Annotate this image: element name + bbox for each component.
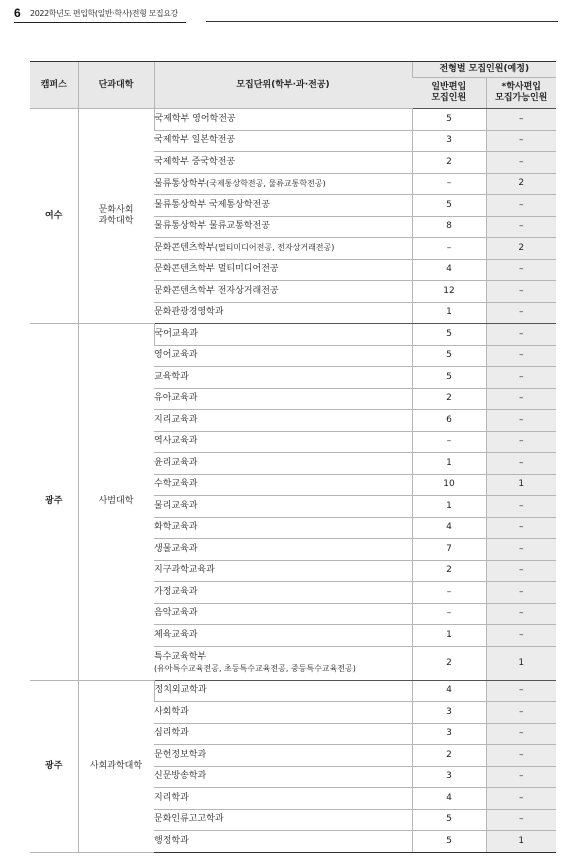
page-number: 6 xyxy=(14,6,21,20)
bachelor-quota-cell: – xyxy=(486,431,556,453)
campus-cell: 광주 xyxy=(30,324,78,681)
unit-name: 국어교육과 xyxy=(154,328,198,339)
general-quota-cell: 1 xyxy=(412,453,486,475)
general-quota-cell: 1 xyxy=(412,496,486,518)
bachelor-quota-cell: – xyxy=(486,410,556,432)
header-general-line1: 일반편입 xyxy=(431,82,467,92)
general-quota-cell: – xyxy=(412,238,486,260)
unit-cell xyxy=(154,809,412,831)
unit-cell xyxy=(154,152,412,174)
unit-cell xyxy=(154,388,412,410)
general-quota-cell: 3 xyxy=(412,766,486,788)
unit-cell xyxy=(154,625,412,647)
unit-cell xyxy=(154,560,412,582)
unit-name: 국제학부 일본학전공 xyxy=(154,135,236,146)
unit-name: 영어교육과 xyxy=(154,350,198,361)
bachelor-quota-cell: – xyxy=(486,195,556,217)
general-quota-cell: 4 xyxy=(412,259,486,281)
unit-cell xyxy=(154,281,412,303)
unit-cell xyxy=(154,496,412,518)
bachelor-quota-cell: – xyxy=(486,766,556,788)
general-quota-cell: 1 xyxy=(412,625,486,647)
table-row xyxy=(30,324,556,346)
unit-name: 문화콘텐츠학부 xyxy=(154,243,215,254)
unit-name: 정치외교학과 xyxy=(154,685,207,696)
unit-cell xyxy=(154,302,412,324)
unit-cell xyxy=(154,474,412,496)
bachelor-quota-cell: – xyxy=(486,809,556,831)
unit-cell xyxy=(154,216,412,238)
unit-cell xyxy=(154,745,412,767)
unit-majors: (국제통상학전공, 물류교통학전공) xyxy=(206,178,326,188)
bachelor-quota-cell: – xyxy=(486,702,556,724)
bachelor-quota-cell: – xyxy=(486,680,556,702)
unit-cell xyxy=(154,766,412,788)
bachelor-quota-cell: – xyxy=(486,788,556,810)
general-quota-cell: 5 xyxy=(412,809,486,831)
bachelor-quota-cell: – xyxy=(486,723,556,745)
bachelor-quota-cell: – xyxy=(486,367,556,389)
college-name-line1: 사범대학 xyxy=(98,496,134,507)
header-rule-left xyxy=(14,22,186,23)
unit-cell xyxy=(154,788,412,810)
unit-cell xyxy=(154,259,412,281)
unit-cell xyxy=(154,367,412,389)
bachelor-quota-cell: – xyxy=(486,281,556,303)
unit-cell xyxy=(154,324,412,346)
unit-cell xyxy=(154,582,412,604)
general-quota-cell: 2 xyxy=(412,560,486,582)
unit-majors: (유아특수교육전공, 초등특수교육전공, 중등특수교육전공) xyxy=(154,664,356,673)
unit-name: 문화콘텐츠학부 전자상거래전공 xyxy=(154,285,279,296)
college-cell xyxy=(78,109,154,324)
general-quota-cell: 12 xyxy=(412,281,486,303)
unit-name: 물류통상학부 물류교통학전공 xyxy=(154,221,270,232)
unit-cell xyxy=(154,539,412,561)
header-quota-group: 전형별 모집인원(예정) xyxy=(412,62,556,78)
recruitment-table xyxy=(30,61,556,853)
bachelor-quota-cell: 1 xyxy=(486,474,556,496)
unit-name: 지구과학교육과 xyxy=(154,565,215,576)
unit-name: 수학교육과 xyxy=(154,479,198,490)
unit-cell xyxy=(154,130,412,152)
general-quota-cell: – xyxy=(412,173,486,195)
bachelor-quota-cell: – xyxy=(486,745,556,767)
general-quota-cell: 2 xyxy=(412,388,486,410)
college-name-line1: 사회과학대학 xyxy=(89,760,143,771)
unit-cell xyxy=(154,517,412,539)
general-quota-cell: 3 xyxy=(412,702,486,724)
unit-name: 국제학부 영어학전공 xyxy=(154,113,236,124)
bachelor-quota-cell: – xyxy=(486,259,556,281)
unit-majors: (멀티미디어전공, 전자상거래전공) xyxy=(214,243,335,253)
unit-name: 유아교육과 xyxy=(154,393,198,404)
header-general xyxy=(412,78,486,109)
bachelor-quota-cell: – xyxy=(486,109,556,131)
page-header xyxy=(0,0,581,30)
bachelor-quota-cell: 2 xyxy=(486,238,556,260)
unit-name: 문화인류고고학과 xyxy=(154,814,224,825)
unit-name: 사회학과 xyxy=(154,706,189,717)
unit-cell xyxy=(154,831,412,853)
general-quota-cell: 4 xyxy=(412,788,486,810)
general-quota-cell: 5 xyxy=(412,367,486,389)
bachelor-quota-cell: – xyxy=(486,324,556,346)
general-quota-cell: – xyxy=(412,582,486,604)
college-cell xyxy=(78,680,154,852)
unit-name: 체육교육과 xyxy=(154,629,198,640)
general-quota-cell: 5 xyxy=(412,831,486,853)
general-quota-cell: 5 xyxy=(412,109,486,131)
bachelor-quota-cell: – xyxy=(486,560,556,582)
unit-name: 문화콘텐츠학부 멀티미디어전공 xyxy=(154,264,279,275)
bachelor-quota-cell: – xyxy=(486,453,556,475)
unit-cell xyxy=(154,410,412,432)
bachelor-quota-cell: – xyxy=(486,582,556,604)
unit-name: 지리학과 xyxy=(154,792,189,803)
college-name-line2: 과학대학 xyxy=(98,216,134,226)
unit-name: 신문방송학과 xyxy=(154,771,207,782)
unit-name: 국제학부 중국학전공 xyxy=(154,156,236,167)
unit-cell xyxy=(154,195,412,217)
college-cell xyxy=(78,324,154,681)
bachelor-quota-cell: 1 xyxy=(486,646,556,680)
unit-cell xyxy=(154,431,412,453)
unit-name: 문화관광경영학과 xyxy=(154,307,224,318)
unit-name: 지리교육과 xyxy=(154,414,198,425)
bachelor-quota-cell: 2 xyxy=(486,173,556,195)
general-quota-cell: 5 xyxy=(412,324,486,346)
table-group xyxy=(30,324,556,681)
header-campus: 캠퍼스 xyxy=(30,62,78,109)
campus-cell: 여수 xyxy=(30,109,78,324)
general-quota-cell: – xyxy=(412,431,486,453)
header-college: 단과대학 xyxy=(78,62,154,109)
general-quota-cell: 2 xyxy=(412,646,486,680)
campus-cell: 광주 xyxy=(30,680,78,852)
bachelor-quota-cell: – xyxy=(486,496,556,518)
unit-name: 생물교육과 xyxy=(154,543,198,554)
bachelor-quota-cell: – xyxy=(486,345,556,367)
bachelor-quota-cell: – xyxy=(486,625,556,647)
table-header xyxy=(30,62,556,109)
unit-name: 심리학과 xyxy=(154,728,189,739)
unit-name: 문헌정보학과 xyxy=(154,749,207,760)
unit-cell xyxy=(154,238,412,260)
header-bachelor xyxy=(486,78,556,109)
college-name-line1: 문화사회 xyxy=(98,205,134,215)
general-quota-cell: 2 xyxy=(412,152,486,174)
unit-cell xyxy=(154,109,412,131)
header-general-line2: 모집인원 xyxy=(431,93,467,103)
unit-name: 교육학과 xyxy=(154,371,189,382)
bachelor-quota-cell: – xyxy=(486,539,556,561)
unit-name: 행정학과 xyxy=(154,835,189,846)
header-rule-right xyxy=(206,21,558,22)
header-title: 2022학년도 편입학(일반·학사)전형 모집요강 xyxy=(30,9,178,18)
unit-name: 물류통상학부 xyxy=(154,178,207,189)
bachelor-quota-cell: – xyxy=(486,130,556,152)
bachelor-quota-cell: – xyxy=(486,388,556,410)
unit-name: 특수교육학부 xyxy=(154,652,207,662)
header-bachelor-line1: *학사편입 xyxy=(501,82,541,92)
table-row xyxy=(30,109,556,131)
general-quota-cell: – xyxy=(412,603,486,625)
table-group xyxy=(30,109,556,324)
general-quota-cell: 1 xyxy=(412,302,486,324)
unit-cell xyxy=(154,723,412,745)
bachelor-quota-cell: – xyxy=(486,152,556,174)
general-quota-cell: 5 xyxy=(412,195,486,217)
general-quota-cell: 2 xyxy=(412,745,486,767)
general-quota-cell: 4 xyxy=(412,517,486,539)
unit-name: 물리교육과 xyxy=(154,500,198,511)
bachelor-quota-cell: – xyxy=(486,302,556,324)
unit-cell xyxy=(154,603,412,625)
general-quota-cell: 3 xyxy=(412,723,486,745)
bachelor-quota-cell: 1 xyxy=(486,831,556,853)
general-quota-cell: 5 xyxy=(412,345,486,367)
bachelor-quota-cell: – xyxy=(486,216,556,238)
bachelor-quota-cell: – xyxy=(486,603,556,625)
unit-cell xyxy=(154,646,412,680)
unit-cell xyxy=(154,173,412,195)
unit-name: 역사교육과 xyxy=(154,436,198,447)
general-quota-cell: 4 xyxy=(412,680,486,702)
general-quota-cell: 8 xyxy=(412,216,486,238)
unit-name: 화학교육과 xyxy=(154,522,198,533)
unit-name: 윤리교육과 xyxy=(154,457,198,468)
table-row xyxy=(30,680,556,702)
unit-cell xyxy=(154,345,412,367)
table-group xyxy=(30,680,556,852)
general-quota-cell: 3 xyxy=(412,130,486,152)
header-unit: 모집단위(학부·과·전공) xyxy=(154,62,412,109)
unit-name: 가정교육과 xyxy=(154,586,198,597)
general-quota-cell: 6 xyxy=(412,410,486,432)
unit-cell xyxy=(154,453,412,475)
general-quota-cell: 10 xyxy=(412,474,486,496)
unit-name: 물류통상학부 국제통상학전공 xyxy=(154,199,270,210)
bachelor-quota-cell: – xyxy=(486,517,556,539)
unit-cell xyxy=(154,680,412,702)
unit-name: 음악교육과 xyxy=(154,608,198,619)
header-bachelor-line2: 모집가능인원 xyxy=(495,93,548,103)
unit-cell xyxy=(154,702,412,724)
general-quota-cell: 7 xyxy=(412,539,486,561)
